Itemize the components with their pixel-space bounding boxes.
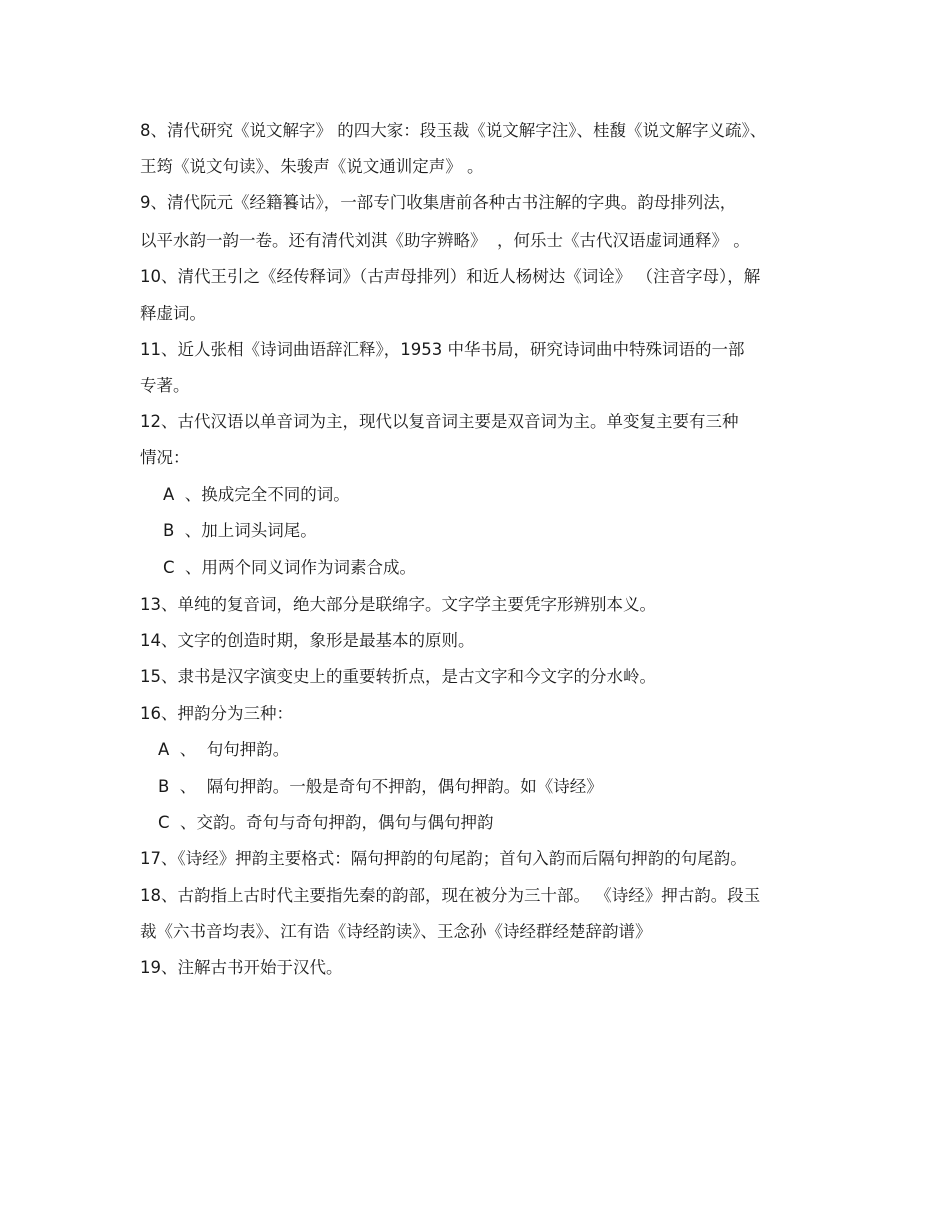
item-18-line-1: 18、古韵指上古时代主要指先秦的韵部，现在被分为三十部。 《诗经》押古韵。段玉 <box>140 886 761 905</box>
item-12-option-a: A 、换成完全不同的词。 <box>163 485 350 504</box>
item-19-line-1: 19、注解古书开始于汉代。 <box>140 958 343 977</box>
item-11-line-2: 专著。 <box>140 376 190 395</box>
item-10-line-2: 释虚词。 <box>140 304 206 323</box>
item-12-option-b: B 、加上词头词尾。 <box>163 521 317 540</box>
item-12-line-1: 12、古代汉语以单音词为主，现代以复音词主要是双音词为主。单变复主要有三种 <box>140 412 739 431</box>
item-8-line-2: 王筠《说文句读》、朱骏声《说文通训定声》 。 <box>140 157 484 176</box>
item-12-option-c: C 、用两个同义词作为词素合成。 <box>163 558 417 577</box>
item-10-line-1: 10、清代王引之《经传释词》（古声母排列）和近人杨树达《词诠》 （注音字母），解 <box>140 267 761 286</box>
item-15-line-1: 15、隶书是汉字演变史上的重要转折点，是古文字和今文字的分水岭。 <box>140 667 656 686</box>
item-18-line-2: 裁《六书音均表》、江有诰《诗经韵读》、王念孙《诗经群经楚辞韵谱》 <box>140 922 652 941</box>
item-16-option-c: C 、交韵。奇句与奇句押韵，偶句与偶句押韵 <box>158 813 494 832</box>
item-12-line-2: 情况： <box>140 448 190 467</box>
item-9-line-1: 9、清代阮元《经籍籑诂》，一部专门收集唐前各种古书注解的字典。韵母排列法， <box>140 193 737 212</box>
item-16-line-1: 16、押韵分为三种： <box>140 704 293 723</box>
item-13-line-1: 13、单纯的复音词，绝大部分是联绵字。文字学主要凭字形辨别本义。 <box>140 595 656 614</box>
item-16-option-a: A 、 句句押韵。 <box>158 740 290 759</box>
item-14-line-1: 14、文字的创造时期，象形是最基本的原则。 <box>140 631 475 650</box>
item-9-line-2: 以平水韵一韵一卷。还有清代刘淇《助字辨略》 ，何乐士《古代汉语虚词通释》 。 <box>140 231 750 250</box>
item-16-option-b: B 、 隔句押韵。一般是奇句不押韵，偶句押韵。如《诗经》 <box>158 777 603 796</box>
item-17-line-1: 17、《诗经》押韵主要格式：隔句押韵的句尾韵；首句入韵而后隔句押韵的句尾韵。 <box>140 849 747 868</box>
item-11-line-1: 11、近人张相《诗词曲语辞汇释》，1953 中华书局，研究诗词曲中特殊词语的一部 <box>140 340 745 359</box>
item-8-line-1: 8、清代研究《说文解字》 的四大家：段玉裁《说文解字注》、桂馥《说文解字义疏》、 <box>140 121 767 140</box>
